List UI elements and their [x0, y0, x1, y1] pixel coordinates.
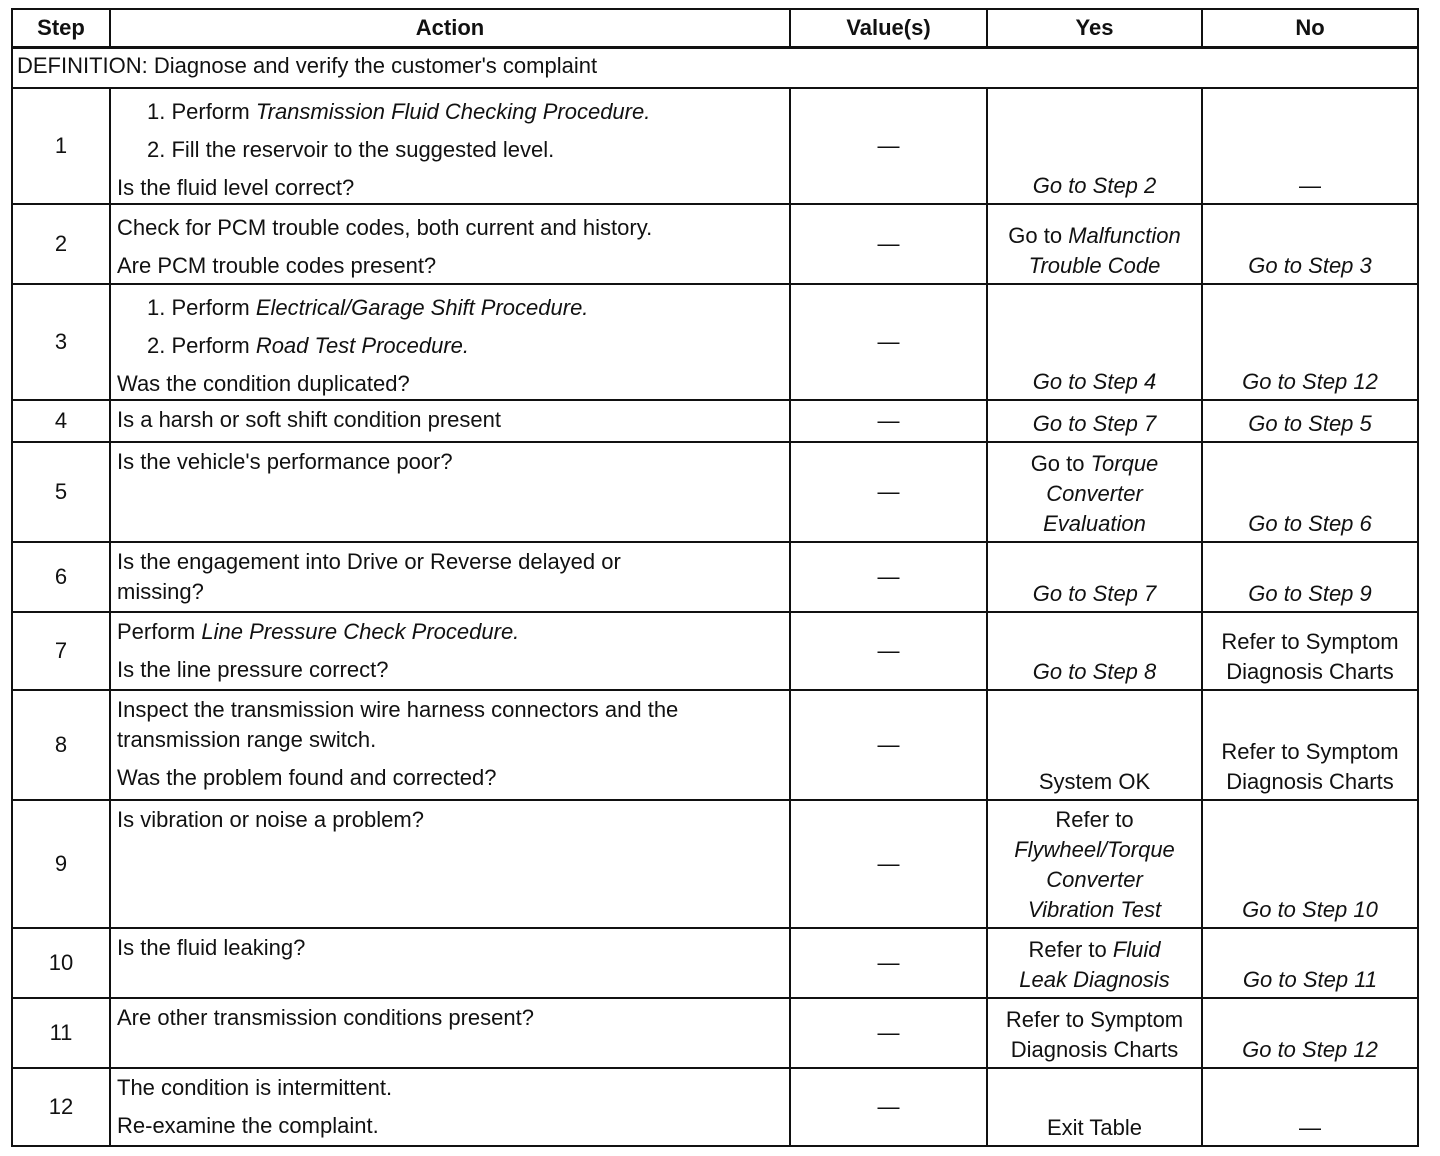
table-row [12, 690, 1418, 800]
action-cell [110, 542, 790, 612]
yes-cell [987, 800, 1202, 928]
yes-link: Go to Step 7 [1032, 580, 1157, 606]
yes-text: Refer to [1028, 936, 1113, 962]
action-question: missing? [117, 578, 204, 604]
no-text: Refer to Symptom [1221, 628, 1399, 654]
table-row [12, 998, 1418, 1068]
no-link: Go to Step 9 [1248, 580, 1372, 606]
yes-link: Go to Step 8 [1032, 658, 1157, 684]
action-cell [110, 998, 790, 1068]
yes-cell [987, 998, 1202, 1068]
no-link: Go to Step 5 [1248, 410, 1372, 436]
procedure-name: Road Test Procedure. [255, 332, 470, 358]
action-cell [110, 400, 790, 442]
action-text: The condition is intermittent. [117, 1074, 393, 1100]
no-text: Diagnosis Charts [1226, 768, 1394, 794]
yes-link: Go to Step 2 [1032, 172, 1157, 198]
table-row [12, 284, 1418, 400]
step-number: 3 [12, 284, 110, 400]
yes-link: Evaluation [1043, 510, 1146, 536]
table-row [12, 204, 1418, 284]
action-cell [110, 442, 790, 542]
yes-link: Go to Step 4 [1032, 368, 1157, 394]
yes-cell [987, 612, 1202, 690]
action-text: 1. Perform [147, 98, 256, 124]
yes-cell [987, 542, 1202, 612]
action-text: Check for PCM trouble codes, both current and history. [117, 214, 653, 240]
procedure-name: Line Pressure Check Procedure. [201, 618, 520, 644]
procedure-name: Transmission Fluid Checking Procedure. [255, 98, 651, 124]
step-number: 2 [12, 204, 110, 284]
no-cell [1202, 204, 1418, 284]
header-row [12, 9, 1418, 48]
action-cell [110, 612, 790, 690]
yes-cell [987, 204, 1202, 284]
step-number: 9 [12, 800, 110, 928]
yes-cell [987, 284, 1202, 400]
value-cell: — [790, 204, 987, 284]
action-question: Is the fluid leaking? [117, 934, 306, 960]
yes-text: Refer to Symptom [1005, 1006, 1184, 1032]
yes-link: Fluid [1112, 936, 1161, 962]
action-question: Is the engagement into Drive or Reverse delayed or [117, 548, 621, 574]
header-yes: Yes [987, 9, 1202, 48]
value-cell: — [790, 442, 987, 542]
definition-row [12, 48, 1418, 88]
action-text: transmission range switch. [117, 726, 377, 752]
action-question: Is a harsh or soft shift condition present [117, 406, 501, 432]
step-number: 8 [12, 690, 110, 800]
table-row [12, 442, 1418, 542]
yes-text: Go to [1008, 222, 1069, 248]
yes-cell: Exit Table [987, 1068, 1202, 1146]
value-cell: — [790, 1068, 987, 1146]
definition-text: DEFINITION: Diagnose and verify the customer's complaint [12, 48, 1418, 88]
yes-link: Flywheel/Torque [1014, 836, 1175, 862]
yes-cell [987, 928, 1202, 998]
no-cell [1202, 612, 1418, 690]
no-cell [1202, 542, 1418, 612]
yes-link: Leak Diagnosis [1019, 966, 1170, 992]
yes-text: Refer to [1055, 806, 1134, 832]
value-cell: — [790, 998, 987, 1068]
step-number: 1 [12, 88, 110, 204]
value-cell: — [790, 800, 987, 928]
table-row [12, 800, 1418, 928]
no-cell [1202, 690, 1418, 800]
action-question: Was the problem found and corrected? [117, 764, 497, 790]
action-cell [110, 88, 790, 204]
table-row [12, 928, 1418, 998]
step-number: 10 [12, 928, 110, 998]
value-cell: — [790, 928, 987, 998]
diagnostic-table [11, 8, 1419, 1147]
step-number: 6 [12, 542, 110, 612]
no-link: Go to Step 3 [1248, 252, 1372, 278]
yes-cell [987, 442, 1202, 542]
no-link: Go to Step 10 [1242, 896, 1378, 922]
no-cell: — [1202, 88, 1418, 204]
no-cell [1202, 800, 1418, 928]
yes-link: Converter [1046, 866, 1143, 892]
step-number: 5 [12, 442, 110, 542]
step-number: 4 [12, 400, 110, 442]
table-row [12, 88, 1418, 204]
step-number: 11 [12, 998, 110, 1068]
yes-link: Go to Step 7 [1032, 410, 1157, 436]
action-text: 2. Fill the reservoir to the suggested level. [147, 136, 555, 162]
action-question: Is the fluid level correct? [117, 174, 355, 200]
action-cell [110, 690, 790, 800]
no-link: Go to Step 11 [1242, 966, 1378, 992]
value-cell: — [790, 400, 987, 442]
no-cell [1202, 400, 1418, 442]
header-values: Value(s) [790, 9, 987, 48]
step-number: 12 [12, 1068, 110, 1146]
action-cell [110, 284, 790, 400]
yes-link: Converter [1046, 480, 1143, 506]
no-cell [1202, 442, 1418, 542]
value-cell: — [790, 690, 987, 800]
yes-text: Diagnosis Charts [1010, 1036, 1179, 1062]
action-text: Inspect the transmission wire harness connectors and the [117, 696, 679, 722]
value-cell: — [790, 612, 987, 690]
action-text: Re-examine the complaint. [117, 1112, 379, 1138]
action-cell [110, 800, 790, 928]
action-question: Is vibration or noise a problem? [117, 806, 424, 832]
header-no: No [1202, 9, 1418, 48]
no-cell [1202, 284, 1418, 400]
action-text: 1. Perform [147, 294, 256, 320]
action-question: Was the condition duplicated? [117, 370, 410, 396]
step-number: 7 [12, 612, 110, 690]
no-link: Go to Step 12 [1242, 1036, 1378, 1062]
yes-link: Torque [1090, 450, 1159, 476]
action-text: Perform [117, 618, 202, 644]
action-question: Are other transmission conditions present? [117, 1004, 534, 1030]
action-cell [110, 928, 790, 998]
action-text: 2. Perform [147, 332, 256, 358]
yes-cell [987, 400, 1202, 442]
table-row [12, 542, 1418, 612]
no-cell [1202, 998, 1418, 1068]
no-cell [1202, 928, 1418, 998]
yes-cell [987, 88, 1202, 204]
action-question: Are PCM trouble codes present? [117, 252, 437, 278]
procedure-name: Electrical/Garage Shift Procedure. [255, 294, 589, 320]
value-cell: — [790, 284, 987, 400]
no-text: Refer to Symptom [1221, 738, 1399, 764]
yes-link: Malfunction [1068, 222, 1181, 248]
no-cell: — [1202, 1068, 1418, 1146]
table-row [12, 400, 1418, 442]
yes-cell: System OK [987, 690, 1202, 800]
action-cell [110, 1068, 790, 1146]
no-link: Go to Step 12 [1242, 368, 1378, 394]
value-cell: — [790, 542, 987, 612]
header-action: Action [110, 9, 790, 48]
no-text: Diagnosis Charts [1226, 658, 1394, 684]
action-question: Is the line pressure correct? [117, 656, 389, 682]
table-row [12, 1068, 1418, 1146]
table-row [12, 612, 1418, 690]
action-cell [110, 204, 790, 284]
action-question: Is the vehicle's performance poor? [117, 448, 453, 474]
no-link: Go to Step 6 [1248, 510, 1372, 536]
header-step: Step [12, 9, 110, 48]
yes-link: Vibration Test [1027, 896, 1162, 922]
yes-text: Go to [1030, 450, 1091, 476]
value-cell: — [790, 88, 987, 204]
yes-link: Trouble Code [1028, 252, 1161, 278]
